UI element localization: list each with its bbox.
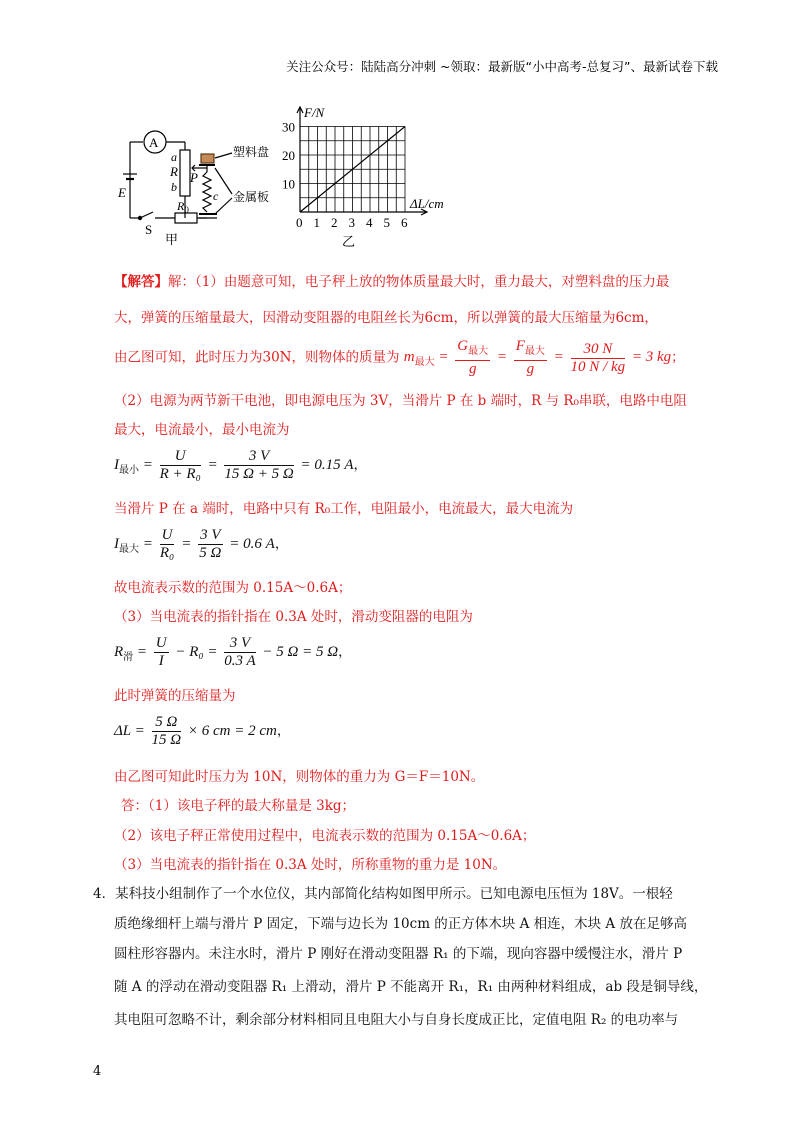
eq-mass-frac-2 — [514, 338, 547, 378]
q4-line-5: 其电阻可忽略不计，剩余部分材料相同且电阻大小与自身长度成正比，定值电阻 R₂ 的电功率与 — [114, 1012, 679, 1028]
q4-line-2: 质绝缘细杆上端与滑片 P 固定，下端与边长为 10cm 的正方体木块 A 相连，木块 A 放在足够高 — [114, 916, 687, 932]
eq-lhs-sub: 最小 — [119, 464, 139, 476]
solution-tag: 【解答】 — [114, 274, 168, 290]
frac-den: 15 Ω — [151, 732, 182, 748]
eq-lhs-sub: 最大 — [119, 543, 139, 555]
frac-den: 0.3 A — [224, 653, 256, 669]
eq-result: = 0.15 A — [300, 456, 354, 473]
eq-frac — [198, 527, 222, 562]
plate-label: 金属板 — [233, 190, 270, 204]
eq-lhs-sub: 滑 — [123, 651, 134, 663]
chart-x-tick-label: 6 — [401, 215, 408, 230]
chart-x-tick-label: 1 — [313, 215, 320, 230]
eq-i-max: $I_{最大}$ = $\frac{U}{\text{R₀}}$ = $\frac{3 V}{5 \Omega}$ = 0.6 A， — [114, 527, 289, 561]
eq-mass-m: m — [403, 349, 415, 366]
label-P: P — [190, 170, 198, 185]
page-header: 关注公众号：陆陆高分冲刺 ~领取：最新版“小中高考-总复习”、最新试卷下载 — [286, 59, 718, 74]
eq-lhs: ΔL = — [114, 722, 145, 739]
figure-jia-caption: 甲 — [165, 232, 179, 247]
chart-x-axis-label: ΔL/cm — [410, 196, 444, 211]
eq-mass-result: = 3 kg — [631, 349, 672, 366]
solution-line-9: 此时弹簧的压缩量为 — [114, 688, 236, 704]
solution-line-3 — [114, 338, 685, 378]
label-R: R — [170, 164, 178, 179]
solution-line-4: （2）电源为两节新干电池，即电源电压为 3V，当滑片 P 在 b 端时，R 与 R₀串联，电路中电阻 — [114, 393, 687, 409]
eq-mass-end: ； — [671, 349, 685, 366]
chart-y-tick-label: 10 — [282, 176, 295, 192]
solution-line-8: （3）当电流表的指针指在 0.3A 处时，滑动变阻器的电阻为 — [114, 609, 473, 625]
figure-yi-caption: 乙 — [342, 234, 356, 249]
label-S: S — [145, 222, 153, 237]
eq-frac — [152, 714, 182, 749]
frac-den: g — [526, 361, 535, 377]
chart-x-tick-label: 5 — [383, 215, 390, 230]
eq-lhs: I — [114, 535, 119, 552]
q4-line-3: 圆柱形容器内。未注水时，滑片 P 刚好在滑动变阻器 R₁ 的下端，现向容器中缓慢注水，滑片 P — [114, 946, 683, 962]
chart-x-tick-label: 4 — [366, 215, 373, 230]
eq-i-min: $I_{最小}$ = $\frac{U}{\text{R + R₀}}$ = $\frac{3 V}{15 \Omega + 5 \Omega}$ = 0.15 A， — [114, 448, 368, 482]
frac-num: 5 Ω — [152, 714, 182, 732]
frac-num: 30 N — [571, 341, 626, 359]
solution-line-7: 故电流表示数的范围为 0.15A～0.6A； — [114, 580, 352, 596]
eq-end: ， — [276, 722, 291, 739]
eq-lhs: R — [114, 643, 124, 660]
frac-num: 3 V — [224, 635, 255, 653]
chart-y-axis-label: F/N — [304, 105, 325, 120]
eq-mid: − R₀ = — [175, 643, 218, 660]
frac-den: 15 Ω + 5 Ω — [224, 466, 294, 482]
eq-end: ， — [274, 535, 289, 552]
label-c: c — [213, 189, 219, 203]
eq-r-slide: $R_滑$ = $\frac{U}{I}$ − R₀ = $\frac{3 V}{0.3 A}$ − 5 Ω = 5 Ω， — [114, 635, 352, 669]
frac-num-sub: 最大 — [524, 346, 545, 357]
solution-text-3: 由乙图可知，此时压力为30N，则物体的质量为 — [114, 349, 400, 366]
label-a: a — [171, 150, 177, 164]
label-R0: $R_0$ — [177, 199, 189, 215]
q4-line-4: 随 A 的浮动在滑动变阻器 R₁ 上滑动，滑片 P 不能离开 R₁，R₁ 由两种材料组成，ab 段是铜导线， — [114, 979, 708, 995]
frac-den: I — [158, 653, 164, 669]
frac-den: 10 N / kg — [570, 358, 626, 375]
frac-den: R + R₀ — [159, 466, 201, 482]
frac-num: G — [457, 338, 469, 354]
chart-y-tick-label: 30 — [282, 119, 295, 135]
eq-frac — [154, 635, 169, 670]
frac-num: U — [160, 448, 201, 466]
frac-num: U — [155, 635, 167, 651]
eq-mass: $m_{最大}$ = $\frac{G_{最大}}{g}$ = $\frac{F_{最大}}{g}$ = $\frac{30 N}{10 N / kg}$ = 3 kg — [403, 338, 672, 377]
answer-line-1: 答：（1）该电子秤的最大称量是 3kg； — [121, 798, 356, 814]
ammeter-label: A — [149, 135, 159, 150]
eq-frac — [160, 448, 201, 483]
frac-den: g — [468, 361, 477, 377]
solution-line-5: 最大，电流最小，最小电流为 — [114, 422, 290, 438]
frac-num: F — [515, 338, 525, 354]
label-E: E — [118, 185, 126, 200]
eq-delta-l — [114, 714, 290, 749]
eq-mass-frac-1 — [455, 338, 490, 378]
chart-x-tick-label: 3 — [348, 215, 355, 230]
eq-result: × 6 cm = 2 cm — [187, 722, 277, 739]
solution-line-2: 大，弹簧的压缩量最大，因滑动变阻器的电阻丝长为6cm，所以弹簧的最大压缩量为6cm， — [114, 310, 658, 326]
chart-x-tick-label: 0 — [296, 215, 303, 230]
eq-mass-frac-3 — [571, 341, 626, 376]
q4-line-1: 4．某科技小组制作了一个水位仪，其内部简化结构如图甲所示。已知电源电压恒为 18V。一根轻 — [93, 886, 673, 902]
eq-frac — [224, 448, 293, 483]
eq-result: − 5 Ω = 5 Ω — [262, 643, 339, 660]
chart-yi — [278, 100, 468, 250]
eq-end: ， — [338, 643, 352, 660]
label-b: b — [171, 180, 177, 194]
frac-num: U — [161, 527, 173, 543]
eq-end: ， — [353, 456, 368, 473]
eq-result: = 0.6 A — [229, 535, 275, 552]
frac-num: 3 V — [200, 527, 221, 543]
frac-num-sub: 最大 — [468, 346, 489, 357]
eq-mass-m-sub: 最大 — [414, 357, 435, 369]
eq-frac — [160, 527, 175, 562]
answer-line-2: （2）该电子秤正常使用过程中，电流表示数的范围为 0.15A～0.6A； — [114, 828, 536, 844]
frac-num: 3 V — [224, 448, 293, 466]
chart-x-tick-label: 2 — [331, 215, 338, 230]
solution-line-10: 由乙图可知此时压力为 10N，则物体的重力为 G＝F＝10N。 — [114, 769, 485, 785]
circuit-diagram-jia — [115, 120, 285, 250]
frac-den: 5 Ω — [199, 545, 222, 561]
solution-text-1: 解：（1）由题意可知，电子秤上放的物体质量最大时，重力最大，对塑料盘的压力最 — [168, 274, 670, 290]
answer-line-3: （3）当电流表的指针指在 0.3A 处时，所称重物的重力是 10N。 — [114, 857, 507, 873]
page-number: 4 — [93, 1064, 102, 1079]
frac-den: R₀ — [159, 545, 175, 561]
eq-frac — [224, 635, 255, 670]
chart-y-tick-label: 20 — [282, 148, 295, 163]
eq-lhs: I — [114, 456, 119, 473]
solution-line-1 — [114, 270, 669, 290]
solution-line-6: 当滑片 P 在 a 端时，电路中只有 R₀工作，电阻最小，电流最大，最大电流为 — [114, 501, 574, 517]
pan-label: 塑料盘 — [233, 145, 270, 159]
